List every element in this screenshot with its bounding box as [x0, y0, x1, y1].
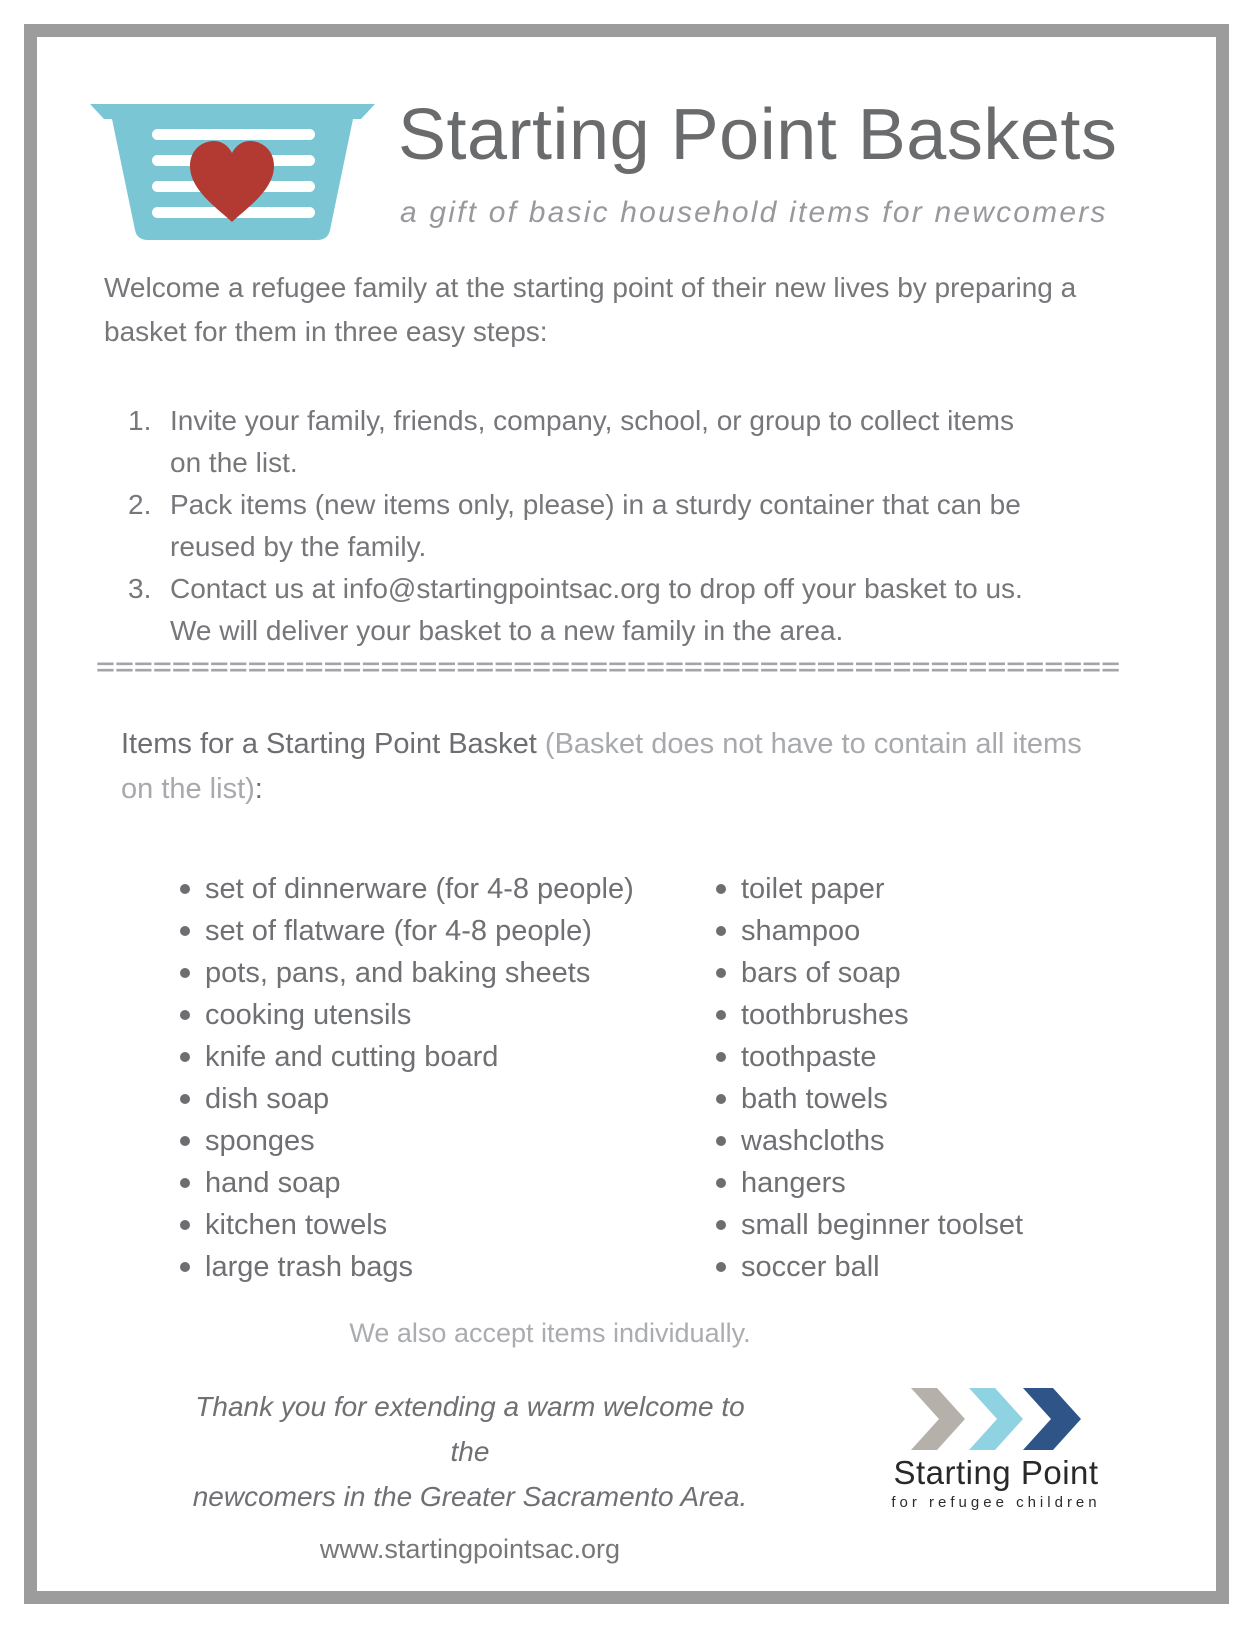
page-border	[24, 24, 1229, 1604]
items-heading-colon: :	[254, 773, 263, 805]
list-item: kitchen towels	[176, 1204, 696, 1246]
list-item: hangers	[712, 1162, 1182, 1204]
thank-you-line: Thank you for extending a warm welcome to the	[195, 1391, 745, 1467]
list-item: bath towels	[712, 1078, 1182, 1120]
list-item: large trash bags	[176, 1246, 696, 1288]
divider: ======================================================	[96, 650, 1121, 684]
thank-you-block	[180, 1384, 760, 1572]
step-text: Pack items (new items only, please) in a sturdy container that can be reused by the family.	[170, 489, 1021, 562]
items-heading-note: (Basket does not have to contain all items on the list)	[121, 728, 1082, 805]
step-text: Invite your family, friends, company, school, or group to collect items on the list.	[170, 405, 1014, 478]
list-item: bars of soap	[712, 952, 1182, 994]
list-item: toothpaste	[712, 1036, 1182, 1078]
list-item: set of dinnerware (for 4-8 people)	[176, 868, 696, 910]
items-list-left	[176, 868, 696, 1288]
list-item: hand soap	[176, 1162, 696, 1204]
page-title: Starting Point Baskets	[398, 95, 1118, 175]
page-subtitle: a gift of basic household items for newcomers	[400, 196, 1108, 229]
individual-items-note: We also accept items individually.	[349, 1318, 751, 1348]
list-item: set of flatware (for 4-8 people)	[176, 910, 696, 952]
intro-paragraph: Welcome a refugee family at the starting point of their new lives by preparing a basket for them in three easy steps:	[104, 272, 1077, 347]
list-item: cooking utensils	[176, 994, 696, 1036]
step-item	[128, 484, 1050, 568]
list-item: dish soap	[176, 1078, 696, 1120]
step-item	[128, 568, 1050, 652]
triple-chevron-icon	[911, 1388, 1081, 1450]
items-list-right	[712, 868, 1182, 1288]
website-url: www.startingpointsac.org	[319, 1534, 621, 1564]
starting-point-logo	[876, 1388, 1116, 1511]
list-item: shampoo	[712, 910, 1182, 952]
list-item: toilet paper	[712, 868, 1182, 910]
list-item: small beginner toolset	[712, 1204, 1182, 1246]
step-text: Contact us at info@startingpointsac.org to drop off your basket to us. We will deliver your basket to a new family in the area.	[170, 573, 1023, 646]
list-item: sponges	[176, 1120, 696, 1162]
thank-you-line: newcomers in the Greater Sacramento Area.	[192, 1481, 748, 1512]
logo-name: Starting Point	[893, 1454, 1099, 1491]
list-item: knife and cutting board	[176, 1036, 696, 1078]
logo-tagline: for refugee children	[891, 1494, 1101, 1511]
list-item: toothbrushes	[712, 994, 1182, 1036]
steps-list	[128, 400, 1058, 652]
items-section-heading	[121, 722, 1121, 812]
list-item: soccer ball	[712, 1246, 1182, 1288]
laundry-basket-heart-icon	[90, 102, 375, 242]
items-heading-main: Items for a Starting Point Basket	[121, 728, 537, 760]
list-item: pots, pans, and baking sheets	[176, 952, 696, 994]
list-item: washcloths	[712, 1120, 1182, 1162]
step-item	[128, 400, 1050, 484]
